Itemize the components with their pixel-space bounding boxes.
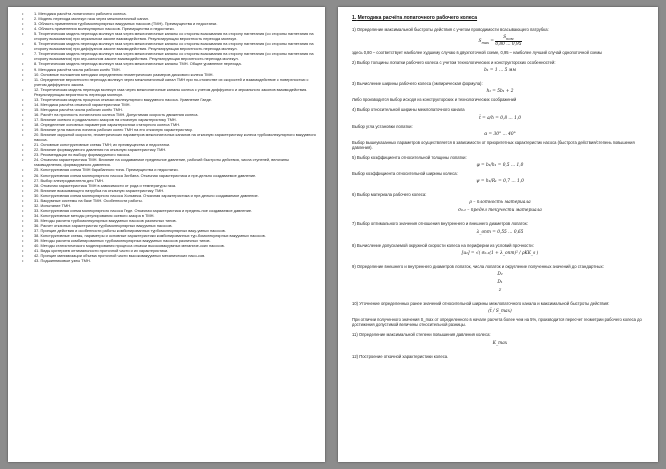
list-item: • 38. Конструктивные схемы, параметры и основные характеристики комбинированных тур-бомолекулярных вакуумных насосов.	[22, 233, 318, 238]
list-item: • 18. Определение основных параметров характеристики статорного колеса ТМН.	[22, 122, 318, 127]
step-12: 12) Построение откачной характеристики колеса.	[352, 353, 449, 359]
list-item: • 39. Методы расчета комбинированных турбомолекулярных вакуумных насосов различных типов.	[22, 238, 318, 243]
formula-b1: b₁ = 1 … 5 мм	[484, 68, 516, 74]
list-item: • 33. Конструктивная схема молекулярного насоса Геде. Откачная характеристика и предель-ное создаваемое давление.	[22, 208, 318, 213]
list-item: • 5. Теоретическая модель перехода молекул газа через межлопаточные каналы со стороны всасывания на сторону нагнетания (со стороны нагнетания на сторону всасывания) при зеркальном законе взаимодействия. Результирующая вероятность перехода молекул.	[22, 31, 318, 41]
list-item: • 31. Вакуумные системы на базе ТМН. Особенности работы.	[22, 198, 318, 203]
list-item: • 23. Рекомендации по выбору форвакуумного насоса.	[22, 152, 318, 157]
step-4: 4) Выбор относительной ширины межлопаточного канала	[352, 107, 465, 113]
list-item: • 9. Методика расчёта числа рабочих колёс ТМН.	[22, 67, 318, 72]
step-3-note: Либо производится выбор исходя из конструкторских и технологических соображений	[352, 97, 517, 103]
formula-z: z	[498, 288, 502, 294]
step-4b: Выбор угла установки лопатки:	[352, 123, 413, 129]
formula-sigma: σ₀.₂ – предел текучести материала	[458, 208, 542, 214]
list-item: • 37. Принцип действия и особенности работы комбинированных турбомолекулярных ваку-умных насосов.	[22, 228, 318, 233]
list-item: • 3. Область применения турбомолекулярных вакуумных насосов (ТМН). Преимущества и недостатки.	[22, 21, 318, 26]
step-6: 6) Выбор материала рабочего колеса:	[352, 192, 427, 198]
list-item: • 4. Область применения молекулярных насосов. Преимущества и недостатки.	[22, 26, 318, 31]
step-10: 10) Уточнение определенных ранее значений относительной ширины межлопаточного канала и максимальной быстроты действия:	[352, 301, 610, 307]
list-item: • 21. Основные конструктивные схемы ТМН; их преимущества и недостатки.	[22, 142, 318, 147]
list-item: • 1. Методика расчёта лопаточного рабочего колеса.	[22, 11, 318, 16]
list-item: • 8. Теоретическая модель перехода молекул газа через межлопаточные каналы ТМН. Общее уравнение перехода.	[22, 61, 318, 66]
list-item: • 22. Влияние форвакуумного давления на откачную характеристику ТМН.	[22, 147, 318, 152]
list-item: • 30. Конструктивная схема молекулярного насоса Хольвека. Откачная характеристика и пре-дельно создаваемое давление.	[22, 193, 318, 198]
step-7: 7) Выбор оптимального значения отношения внутреннего и внешнего диаметров лопаток:	[352, 221, 528, 227]
step-8: 8) Вычисление допускаемой окружной скорости колеса на периферии из условий прочности:	[352, 242, 534, 248]
step-1: 1) Определение максимальной быстроты действия с учетом проводимости всасывающего патрубка:	[352, 27, 549, 32]
list-item: • 19. Влияние угла наклона лопаток рабочих колес ТМН на его откачную характеристику.	[22, 127, 318, 132]
step-4-note: Выбор вышеуказанных параметров осуществляется в зависимости от приоритетных характеристик насоса (быстрота действия/степень повышения давления).	[352, 139, 635, 150]
list-item: • 13. Теоретическая модель процесса откачки молекулярного вакуумного насоса. Уравнение Гаеде.	[22, 97, 318, 102]
step-10-note: При отличии полученного значения S_max от определенного в начале расчета более чем на 5%, производится пересчет геометрии рабочего колеса до достижения допустимой величины относительной разницы.	[352, 317, 642, 328]
list-item: • 17. Влияние осевого и радиального зазоров на откачную характеристику ТМН.	[22, 117, 318, 122]
formula-rho: ρ – плотность материала	[469, 200, 531, 206]
list-item: • 11. Определение вероятности перехода молекул через межлопаточный канал ТМН при по-стоянстве их скоростей и взаимодействие с поверхностью с учетом диффузного закона.	[22, 77, 318, 87]
step-2: 2) Выбор толщины лопатки рабочего колеса с учетом технологических и конструкторских особенностей:	[352, 60, 556, 66]
list-item: • 28. Откачная характеристика ТМН в зависимости от рода и температуры газа.	[22, 183, 318, 188]
list-item: • 10. Основные положения методики определения геометрических размеров дискового колеса ТМН.	[22, 72, 318, 77]
formula-u2: [u₂] = √( σ₀.₂(1 + λ_опт)² / ρKK_s )	[461, 250, 539, 256]
formula-h1: h₁ = 5b₁ + 2	[486, 89, 514, 95]
formula-t-smax: (t̄ / S_max)	[488, 309, 512, 315]
list-item: • 36. Расчет откачных характеристик турбомолекулярных вакуумных насосов.	[22, 223, 318, 228]
step-9: 9) Определение внешнего и внутреннего диаметров лопаток, числа лопаток и округление полученных значений до стандартных:	[352, 263, 604, 269]
list-item: • 20. Влияние окружной скорости, геометрических параметров межлопаточных каналов на откачную характеристику колеса турбомолекулярного вакуумного насоса.	[22, 132, 318, 142]
list-item: • 42. Принцип минимизации объема проточной части высоковакуумных механических насо-сов.	[22, 253, 318, 258]
step-11: 11) Определение максимальной степени повышения давления колеса:	[352, 332, 491, 338]
section-title: 1. Методика расчёта лопаточного рабочего колеса	[352, 15, 478, 21]
method-content	[352, 15, 648, 362]
formula-alpha: α = 30° … 40°	[484, 131, 516, 137]
step-5b: Выбор коэффициента относительной ширины колеса:	[352, 171, 458, 177]
formula-lambda: λ_опт = 0,55 … 0,65	[476, 229, 524, 235]
formula-psi: ψ = h₁/R₁ = 0,7 … 1,0	[476, 179, 524, 185]
list-item: • 40. Методы статистического моделирования процесса откачки высоковакуумных механиче-ских насосов.	[22, 243, 318, 248]
list-item: • 29. Влияние всасывающего патрубка на откачную характеристику ТМН.	[22, 188, 318, 193]
right-page	[338, 7, 658, 462]
list-item: • 34. Конструктивные методы регулирования осевого зазора в ТМН.	[22, 213, 318, 218]
formula-kmax: K_max	[492, 340, 508, 346]
step-1-note: здесь 0,80 – соответствует наиболее худшему случаю в двухпоточной схеме, 0,95 – наиболее лучший случай однопоточной схемы	[352, 50, 603, 56]
formula-smax: $S_{max}$ = $\frac{S_{ном}}{0,80 \dots 0,95}$	[478, 35, 522, 48]
list-item: • 26. Конструктивная схема молекулярного насоса Зигбана. Откачная характеристика и пре-дельно создаваемое давление.	[22, 173, 318, 178]
left-page	[8, 7, 325, 462]
list-item: • 43. Подшипниковые узлы ТМН.	[22, 258, 318, 263]
formula-t: t̄ = a/h = 0,8 … 1,0	[479, 115, 521, 121]
list-item: • 6. Теоретическая модель перехода молекул газа через межлопаточные каналы со стороны всасывания на сторону нагнетания (со стороны нагнетания на сторону всасывания) при диффузном законе взаимодействия. Результирующая вероятность перехода молекул.	[22, 41, 318, 51]
list-item: • 35. Методы расчета турбомолекулярных вакуумных насосов различных типов.	[22, 218, 318, 223]
question-list	[22, 11, 318, 263]
step-3: 3) Вычисление ширины рабочего колеса (эмпирическая формула):	[352, 81, 483, 87]
formula-d1: D₁	[497, 280, 503, 286]
list-item: • 14. Методика расчёта откачной характеристики ТМН.	[22, 102, 318, 107]
list-item: • 32. Испытание ТМН.	[22, 203, 318, 208]
list-item: • 2. Модель перехода молекул газа через межлопаточный канал.	[22, 16, 318, 21]
list-item: • 25. Конструктивная схема ТМН барабанного типа. Преимущества и недостатки.	[22, 167, 318, 172]
list-item: • 27. Выбор электродвигателя для ТМН.	[22, 178, 318, 183]
list-item: • 24. Откачная характеристика ТМН. Влияние на создаваемое предельное давление, рабочий быстроты действия, числа ступеней, величины газовыделения, форвакуумного давления.	[22, 157, 318, 167]
list-item: • 41. Виды критериев оптимальности проточной части и их характеристики.	[22, 248, 318, 253]
step-5: 5) Выбор коэффициента относительной толщины лопатки:	[352, 154, 467, 160]
formula-phi: φ = b₁/h₁ = 0,5 … 1,0	[476, 163, 524, 169]
list-item: • 7. Теоретическая модель перехода молекул газа через межлопаточные каналы со стороны всасывания на сторону нагнетания (со стороны нагнетания на сторону всасывания) при зер-кальном законе взаимодействия. Результирующая вероятность перехода молекул.	[22, 51, 318, 61]
list-item: • 16. Расчёт на прочность лопаточного колеса ТМН. Допустимая скорость движения колеса.	[22, 112, 318, 117]
list-item: • 12. Теоретическая модель перехода молекул газа через межлопаточные каналы колеса с учетом диффузного и зеркального законов взаимодействия. Результирующая вероятность перехода молекул.	[22, 87, 318, 97]
list-item: • 15. Методика расчёта числа рабочих колёс ТМН.	[22, 107, 318, 112]
formula-d2: D₂	[497, 272, 503, 278]
